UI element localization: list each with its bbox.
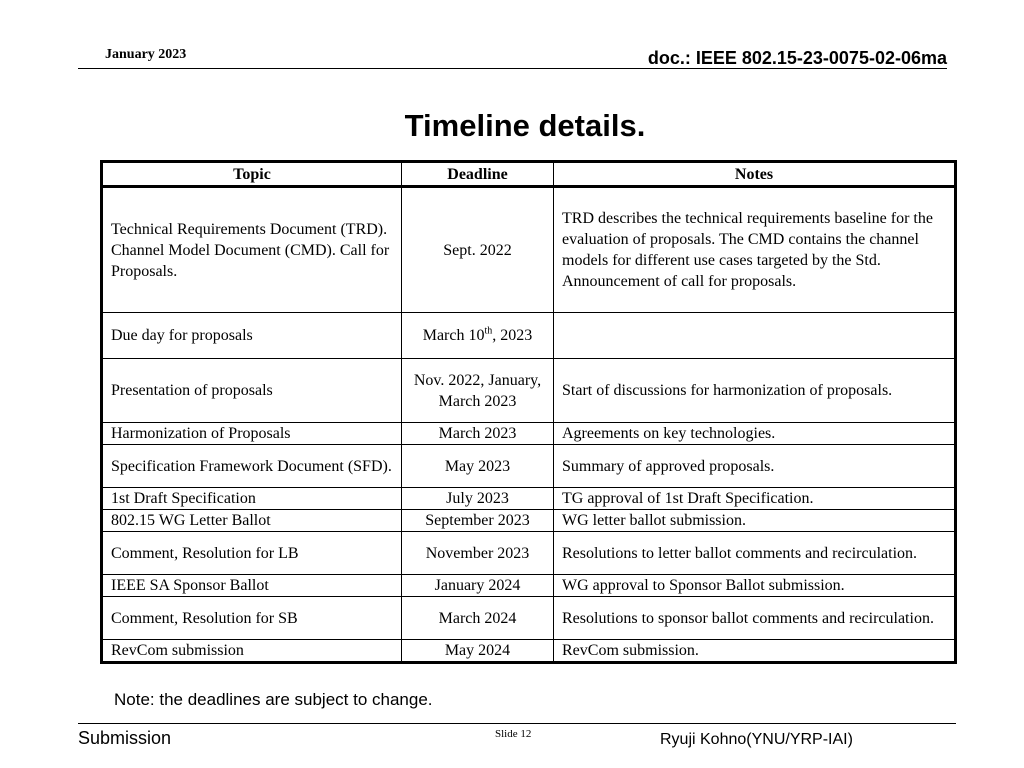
notes-cell: Summary of approved proposals.: [554, 445, 956, 488]
deadline-cell: January 2024: [402, 575, 554, 597]
topic-cell: Technical Requirements Document (TRD). Channel Model Document (CMD). Call for Proposals.: [102, 187, 402, 313]
slide-title: Timeline details.: [404, 108, 646, 143]
notes-cell: TRD describes the technical requirements baseline for the evaluation of proposals. The CMD contains the channel models for different use cases targeted by the Std. Announcement of call for proposals.: [554, 187, 956, 313]
table-row: [102, 640, 956, 663]
notes-cell: Resolutions to letter ballot comments and recirculation.: [554, 532, 956, 575]
deadline-superscript: th: [484, 325, 493, 337]
timeline-table: [100, 160, 957, 664]
deadline-cell: September 2023: [402, 510, 554, 532]
table-row: [102, 575, 956, 597]
header-date: January 2023: [105, 47, 187, 62]
topic-cell: Specification Framework Document (SFD).: [102, 445, 402, 488]
footer-submission: Submission: [78, 728, 172, 748]
topic-cell: IEEE SA Sponsor Ballot: [102, 575, 402, 597]
topic-cell: Comment, Resolution for SB: [102, 597, 402, 640]
deadline-cell: March 2024: [402, 597, 554, 640]
topic-cell: 1st Draft Specification: [102, 488, 402, 510]
notes-cell: RevCom submission.: [554, 640, 956, 663]
topic-cell: Due day for proposals: [102, 313, 402, 359]
deadline-cell: May 2024: [402, 640, 554, 663]
topic-cell: Harmonization of Proposals: [102, 423, 402, 445]
deadline-cell: Sept. 2022: [402, 187, 554, 313]
footer-author: Ryuji Kohno(YNU/YRP-IAI): [660, 731, 853, 748]
notes-cell: WG letter ballot submission.: [554, 510, 956, 532]
column-header-topic: Topic: [102, 162, 402, 187]
header-divider: [78, 68, 947, 69]
table-row: [102, 359, 956, 423]
notes-cell: TG approval of 1st Draft Specification.: [554, 488, 956, 510]
deadline-cell: Nov. 2022, January, March 2023: [402, 359, 554, 423]
topic-cell: 802.15 WG Letter Ballot: [102, 510, 402, 532]
table-header-row: [102, 162, 956, 187]
deadline-text-suffix: , 2023: [492, 327, 533, 344]
deadline-cell: May 2023: [402, 445, 554, 488]
notes-cell: WG approval to Sponsor Ballot submission.: [554, 575, 956, 597]
table-row: [102, 187, 956, 313]
deadline-text: March 10: [422, 327, 485, 344]
table-row: [102, 532, 956, 575]
column-header-deadline: Deadline: [402, 162, 554, 187]
deadline-cell: November 2023: [402, 532, 554, 575]
notes-cell: Agreements on key technologies.: [554, 423, 956, 445]
notes-cell: Start of discussions for harmonization of proposals.: [554, 359, 956, 423]
notes-cell: [554, 313, 956, 359]
deadline-cell: July 2023: [402, 488, 554, 510]
footer-divider: [78, 723, 956, 724]
table-row: [102, 597, 956, 640]
slide-number: Slide 12: [495, 728, 532, 740]
table-row: [102, 313, 956, 359]
footnote: Note: the deadlines are subject to change.: [114, 690, 433, 709]
header-doc-id: doc.: IEEE 802.15-23-0075-02-06ma: [647, 48, 947, 68]
notes-cell: Resolutions to sponsor ballot comments and recirculation.: [554, 597, 956, 640]
table-row: [102, 510, 956, 532]
topic-cell: Comment, Resolution for LB: [102, 532, 402, 575]
column-header-notes: Notes: [554, 162, 956, 187]
topic-cell: RevCom submission: [102, 640, 402, 663]
table-row: [102, 488, 956, 510]
table-row: [102, 445, 956, 488]
table-row: [102, 423, 956, 445]
topic-cell: Presentation of proposals: [102, 359, 402, 423]
deadline-cell: [402, 313, 554, 359]
deadline-cell: March 2023: [402, 423, 554, 445]
